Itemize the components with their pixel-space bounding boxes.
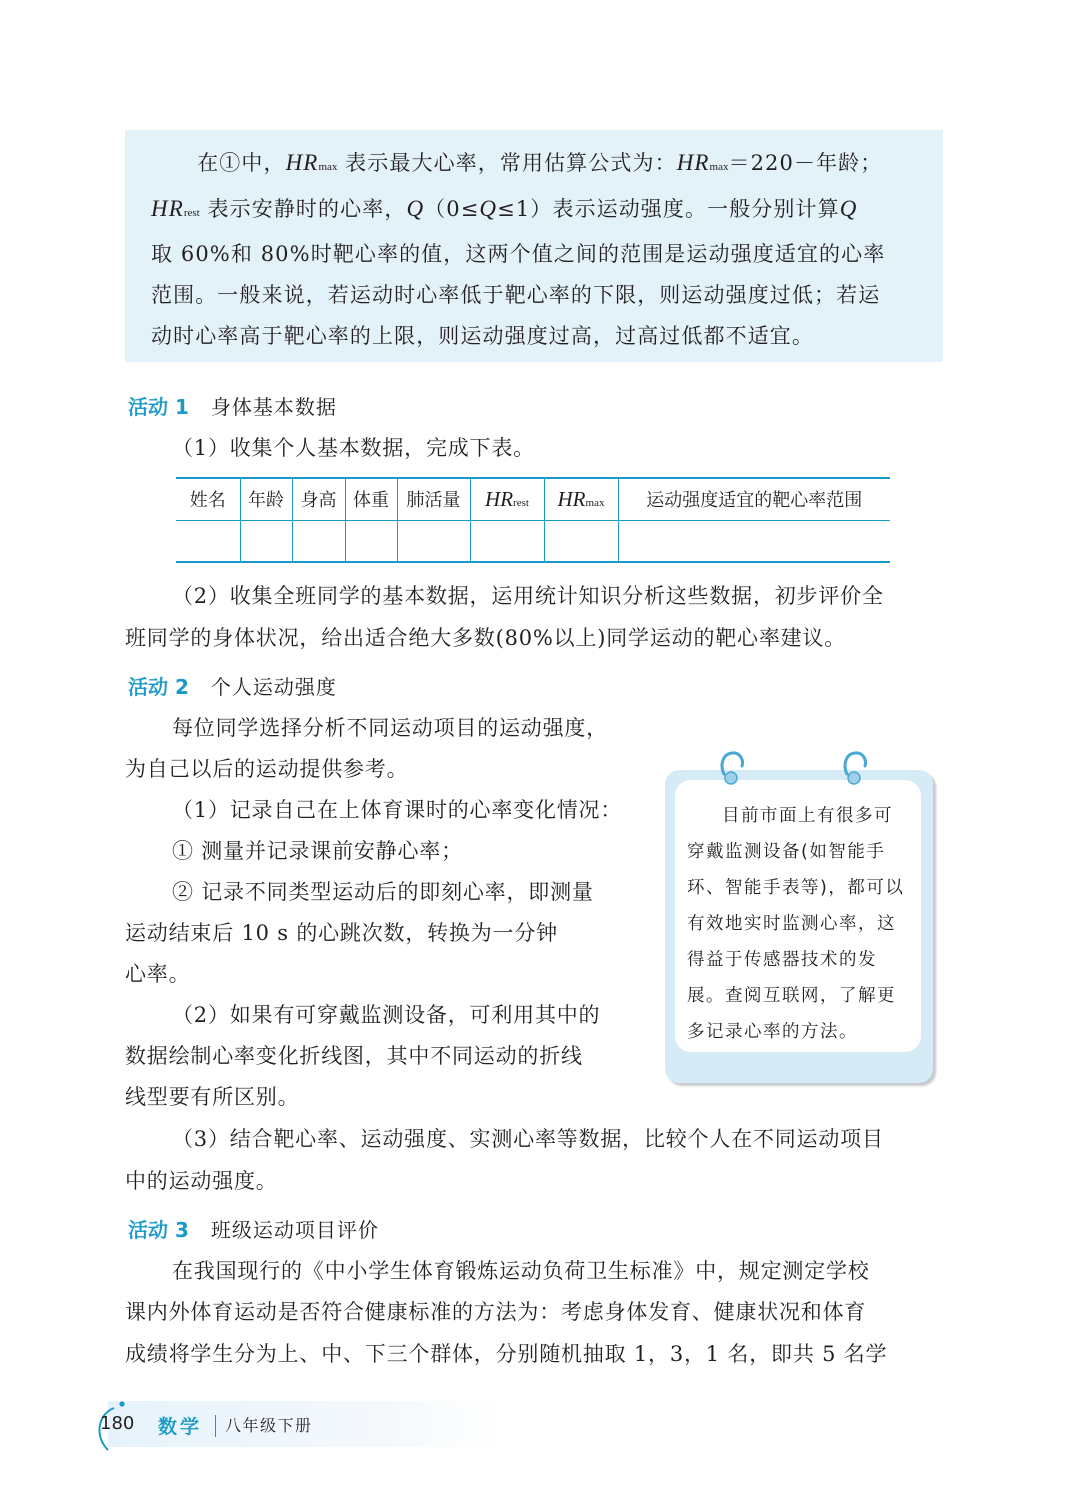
- header-age: 年龄: [240, 478, 292, 520]
- activity-2-p3: （1）记录自己在上体育课时的心率变化情况：: [172, 798, 623, 822]
- table-cell[interactable]: [176, 520, 240, 562]
- footer-book-title: 八年级下册: [225, 1416, 313, 1435]
- info-box: [125, 130, 943, 362]
- footer-divider: [215, 1415, 216, 1437]
- page-number: 180: [100, 1413, 135, 1434]
- side-note: [665, 750, 937, 1086]
- activity-2-p2: 为自己以后的运动提供参考。: [125, 757, 409, 781]
- note-line: 环、智能手表等)，都可以: [687, 878, 905, 898]
- table-cell[interactable]: [292, 520, 345, 562]
- table-row: [176, 520, 890, 562]
- activity-2-p5: ② 记录不同类型运动后的即刻心率，即测量: [172, 880, 594, 904]
- activity-3-number: 活动 3: [128, 1218, 189, 1242]
- header-hr-max: HRmax: [544, 478, 618, 520]
- info-line-1: 在①中，HRmax 表示最大心率，常用估算公式为：HRmax＝220－年龄；: [197, 150, 883, 175]
- footer-subject: 数学: [158, 1416, 203, 1438]
- info-line-4: 范围。一般来说，若运动时心率低于靶心率的下限，则运动强度过低；若运: [151, 283, 881, 307]
- note-line: 目前市面上有很多可: [722, 806, 893, 826]
- note-text: [687, 798, 911, 1050]
- page-footer: [88, 1398, 508, 1458]
- table-cell[interactable]: [544, 520, 618, 562]
- activity-2-title: 个人运动强度: [210, 675, 337, 699]
- info-line-3: 取 60%和 80%时靶心率的值，这两个值之间的范围是运动强度适宜的心率: [151, 242, 886, 266]
- activity-2-p10: 线型要有所区别。: [125, 1085, 300, 1109]
- activity-2-p1: 每位同学选择分析不同运动项目的运动强度，: [172, 716, 608, 740]
- activity-1-number: 活动 1: [128, 395, 189, 419]
- note-line: 展。查阅互联网，了解更: [687, 986, 896, 1006]
- info-line-2: HRrest 表示安静时的心率，Q（0≤Q≤1）表示运动强度。一般分别计算Q: [151, 196, 858, 221]
- table-cell[interactable]: [470, 520, 544, 562]
- note-line: 多记录心率的方法。: [687, 1022, 858, 1042]
- activity-3-heading: [128, 1214, 379, 1243]
- header-lung-capacity: 肺活量: [397, 478, 470, 520]
- table-cell[interactable]: [240, 520, 292, 562]
- activity-3-p3: 成绩将学生分为上、中、下三个群体，分别随机抽取 1，3，1 名，即共 5 名学: [125, 1342, 888, 1366]
- activity-3-p2: 课内外体育运动是否符合健康标准的方法为：考虑身体发育、健康状况和体育: [125, 1300, 867, 1324]
- header-hr-rest: HRrest: [470, 478, 544, 520]
- note-line: 得益于传感器技术的发: [687, 950, 877, 970]
- activity-1-item-1: （1）收集个人基本数据，完成下表。: [172, 436, 535, 460]
- header-target-hr-range: 运动强度适宜的靶心率范围: [618, 478, 890, 520]
- activity-2-p9: 数据绘制心率变化折线图，其中不同运动的折线: [125, 1044, 583, 1068]
- table-cell[interactable]: [618, 520, 890, 562]
- binder-ring-icon: [718, 750, 748, 786]
- activity-2-p4: ① 测量并记录课前安静心率；: [172, 839, 463, 863]
- header-weight: 体重: [345, 478, 397, 520]
- personal-data-table: [176, 477, 890, 563]
- activity-3-title: 班级运动项目评价: [210, 1218, 379, 1242]
- activity-2-number: 活动 2: [128, 675, 189, 699]
- table-cell[interactable]: [345, 520, 397, 562]
- activity-3-p1: 在我国现行的《中小学生体育锻炼运动负荷卫生标准》中，规定测定学校: [172, 1259, 870, 1283]
- activity-2-heading: [128, 671, 337, 700]
- header-height: 身高: [292, 478, 345, 520]
- activity-1-item-2-line-1: （2）收集全班同学的基本数据，运用统计知识分析这些数据，初步评价全: [172, 584, 884, 608]
- table-cell[interactable]: [397, 520, 470, 562]
- note-line: 有效地实时监测心率，这: [687, 914, 896, 934]
- activity-1-title: 身体基本数据: [210, 395, 337, 419]
- header-name: 姓名: [176, 478, 240, 520]
- table-header-row: [176, 478, 890, 520]
- info-line-5: 动时心率高于靶心率的上限，则运动强度过高，过高过低都不适宜。: [151, 324, 814, 348]
- activity-1-item-2-line-2: 班同学的身体状况，给出适合绝大多数(80%以上)同学运动的靶心率建议。: [125, 626, 847, 650]
- activity-2-p11: （3）结合靶心率、运动强度、实测心率等数据，比较个人在不同运动项目: [172, 1127, 884, 1151]
- binder-ring-icon: [841, 750, 871, 786]
- activity-2-p6: 运动结束后 10 s 的心跳次数，转换为一分钟: [125, 921, 558, 945]
- activity-1-heading: [128, 391, 337, 420]
- note-line: 穿戴监测设备(如智能手: [687, 842, 886, 862]
- activity-2-p8: （2）如果有可穿戴监测设备，可利用其中的: [172, 1003, 601, 1027]
- activity-2-p7: 心率。: [125, 962, 191, 986]
- activity-2-p12: 中的运动强度。: [125, 1169, 278, 1193]
